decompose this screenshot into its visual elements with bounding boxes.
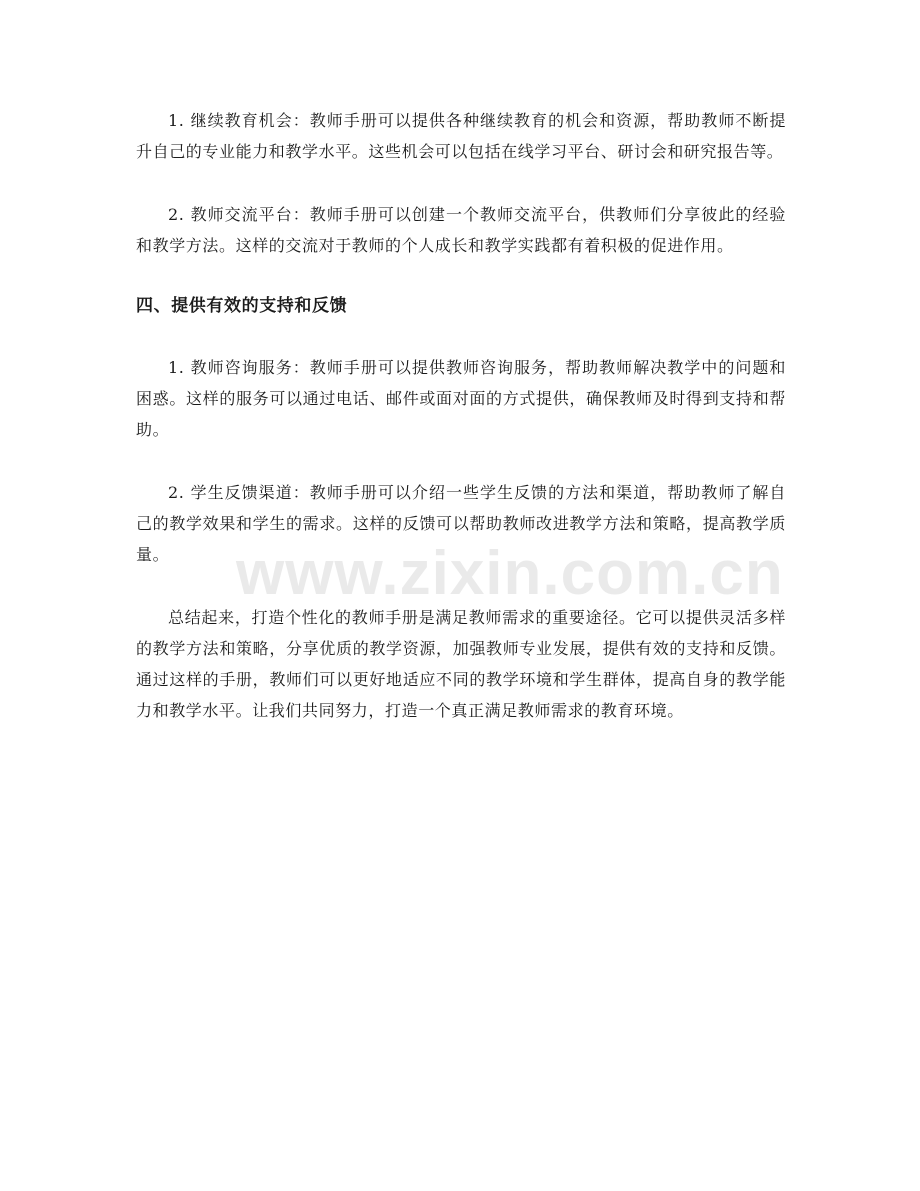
watermark: www.zixin.com.cn — [236, 539, 784, 608]
spacer — [136, 445, 786, 477]
section-heading: 四、提供有效的支持和反馈 — [136, 296, 348, 316]
paragraph-conclusion: 总结起来，打造个性化的教师手册是满足教师需求的重要途径。它可以提供灵活多样的教学方法和策略，分享优质的教学资源，加强教师专业发展，提供有效的支持和反馈。通过这样的手册，教师们可以更好地适应不同的教学环境和学生群体，提高自身的教学能力和教学水平。让我们共同努力，打造一个真正满足教师需求的教育环境。 — [136, 608, 786, 720]
spacer — [136, 570, 786, 602]
spacer — [136, 167, 786, 199]
paragraph-teacher-consulting: 1. 教师咨询服务：教师手册可以提供教师咨询服务，帮助教师解决教学中的问题和困惑。这样的服务可以通过电话、邮件或面对面的方式提供，确保教师及时得到支持和帮助。 — [136, 358, 786, 439]
paragraph-continuing-education: 1. 继续教育机会：教师手册可以提供各种继续教育的机会和资源，帮助教师不断提升自己的专业能力和教学水平。这些机会可以包括在线学习平台、研讨会和研究报告等。 — [136, 111, 786, 161]
spacer — [136, 322, 786, 352]
paragraph-student-feedback: 2. 学生反馈渠道：教师手册可以介绍一些学生反馈的方法和渠道，帮助教师了解自己的教学效果和学生的需求。这样的反馈可以帮助教师改进教学方法和策略，提高教学质量。 — [136, 483, 786, 564]
document-body — [136, 105, 786, 726]
paragraph-teacher-exchange-platform: 2. 教师交流平台：教师手册可以创建一个教师交流平台，供教师们分享彼此的经验和教学方法。这样的交流对于教师的个人成长和教学实践都有着积极的促进作用。 — [136, 205, 786, 255]
spacer — [136, 261, 786, 291]
